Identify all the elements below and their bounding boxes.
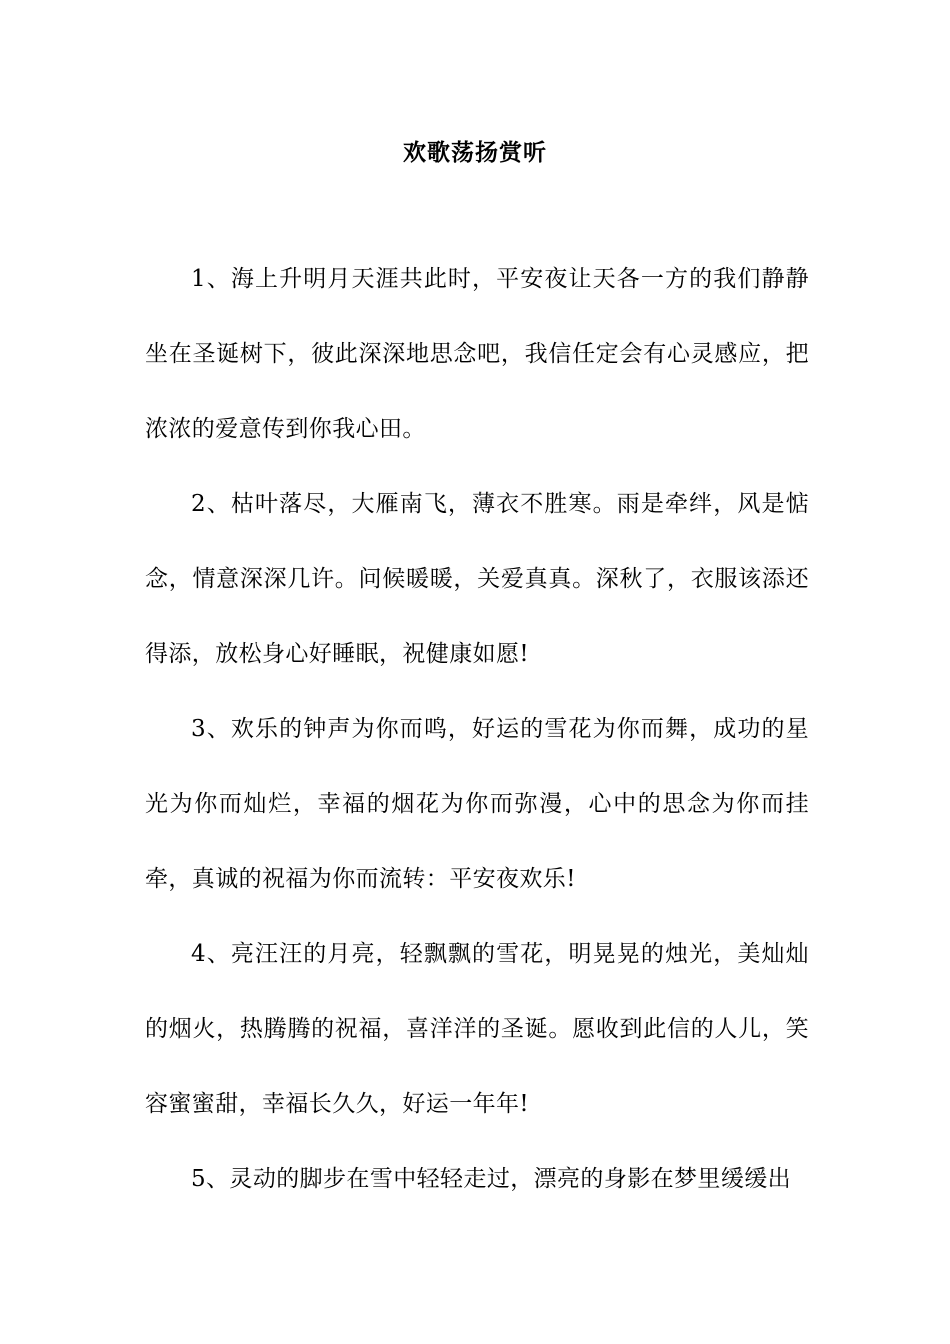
document-title: 欢歌荡扬赏听 xyxy=(403,139,547,166)
document-body xyxy=(145,242,809,1217)
paragraph-1: 1、海上升明月天涯共此时，平安夜让天各一方的我们静静坐在圣诞树下，彼此深深地思念吧，我信任定会有心灵感应，把浓浓的爱意传到你我心田。 xyxy=(145,266,809,442)
paragraph-4: 4、亮汪汪的月亮，轻飘飘的雪花，明晃晃的烛光，美灿灿的烟火，热腾腾的祝福，喜洋洋的圣诞。愿收到此信的人儿，笑容蜜蜜甜，幸福长久久，好运一年年! xyxy=(145,941,809,1117)
paragraph-2: 2、枯叶落尽，大雁南飞，薄衣不胜寒。雨是牵绊，风是惦念，情意深深几许。问候暖暖，关爱真真。深秋了，衣服该添还得添，放松身心好睡眠，祝健康如愿! xyxy=(145,491,809,667)
paragraph-5: 5、灵动的脚步在雪中轻轻走过，漂亮的身影在梦里缓缓出 xyxy=(191,1166,792,1192)
paragraph-3: 3、欢乐的钟声为你而鸣，好运的雪花为你而舞，成功的星光为你而灿烂，幸福的烟花为你而弥漫，心中的思念为你而挂牵，真诚的祝福为你而流转：平安夜欢乐! xyxy=(145,716,809,892)
